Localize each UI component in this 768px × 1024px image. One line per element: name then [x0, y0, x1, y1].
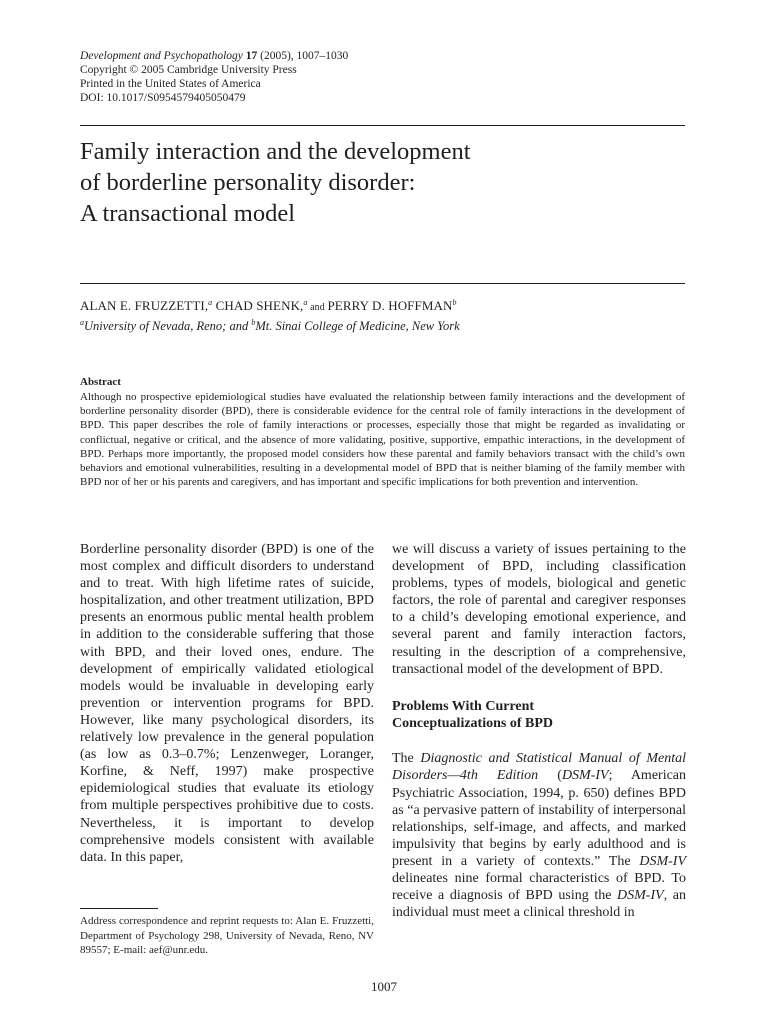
- footnote: Address correspondence and reprint requests to: Alan E. Fruzzetti, Department of Psychology 298, University of Nevada, Reno, NV 89557; E-mail: aef@unr.edu.: [80, 915, 374, 956]
- title-line-2: of borderline personality disorder:: [80, 169, 416, 196]
- affil-a: University of Nevada, Reno; and: [84, 319, 252, 333]
- intro-paragraph: Borderline personality disorder (BPD) is one of the most complex and difficult disorders to understand and to treat. With high lifetime rates of suicide, hospitalization, and other treatment utilization, BPD presents an enormous public mental health problem in addition to the considerable suffering that those with BPD, and their loved ones, endure. The development of empirically validated etiological models would be invaluable in developing early prevention or intervention programs for BPD. However, like many psychological disorders, its relatively low prevalence in the general population (as low as 0.3–0.7%; Lenzenweger, Loranger, Korfine, & Neff, 1997) make prospective epidemiological studies that evaluate its etiology from multiple perspectives prohibitive due to costs. Nevertheless, it is important to develop comprehensive models consistent with available data. In this paper,: [80, 542, 374, 865]
- article-title: [80, 136, 680, 229]
- dsm-title: Diagnostic and Statistical Manual of Mental Disorders—4th Edition: [392, 751, 687, 784]
- author-list: [80, 294, 457, 317]
- p2-text-e: , an individual must meet a clinical threshold in: [392, 888, 686, 921]
- p2-text-d: delineates nine formal characteristics of BPD. To receive a diagnosis of BPD using the: [392, 871, 686, 904]
- affil-sup-b: b: [251, 318, 256, 327]
- section-heading: [392, 698, 686, 733]
- affil-b: Mt. Sinai College of Medicine, New York: [255, 319, 460, 333]
- title-line-3: A transactional model: [80, 200, 295, 227]
- copyright-line: Copyright © 2005 Cambridge University Press: [80, 64, 297, 76]
- right-column: [392, 541, 686, 921]
- p2-text-a: The: [392, 751, 421, 767]
- author-1: ALAN E. FRUZZETTI,: [80, 298, 209, 313]
- footnote-rule: [80, 908, 158, 909]
- journal-name: Development and Psychopathology: [80, 50, 243, 62]
- section-heading-line-2: Conceptualizations of BPD: [392, 716, 553, 732]
- author-and: and: [307, 302, 328, 313]
- affiliations: [80, 315, 460, 334]
- journal-header: [80, 49, 348, 105]
- author-2: CHAD SHENK,: [212, 298, 304, 313]
- abstract-text: Although no prospective epidemiological studies have evaluated the relationship between family interactions and the development of borderline personality disorder (BPD), there is considerable evidence for the central role of family interactions in the development of BPD. This paper describes the role of family interactions or processes, especially those that might be regarded as invalidating or conflictual, negative or critical, and the absence of more validating, positive, supportive, empathic interactions, in the development of BPD. Perhaps more importantly, the proposed model considers how these parental and family behaviors transact with the child’s own behaviors and emotional vulnerabilities, resulting in a developmental model of BPD that is neither blaming of the family member with BPD nor of her or his parents and caregivers, and has important and specific implications for both prevention and intervention.: [80, 391, 685, 489]
- dsm-abbrev-2: DSM-IV: [639, 853, 686, 869]
- p2-text-c: ; American Psychiatric Association, 1994, p. 650) defines BPD as “a pervasive pattern of instability of interpersonal relationships, self-image, and affects, and marked impulsivity that begins by early adulthood and is present in a variety of contexts.” The: [392, 768, 687, 869]
- left-column: [80, 541, 374, 866]
- abstract-heading: Abstract: [80, 376, 121, 388]
- dsm-abbrev-3: DSM-IV: [617, 888, 664, 904]
- page-number: 1007: [371, 979, 397, 994]
- author-3: PERRY D. HOFFMAN: [327, 298, 453, 313]
- doi-line: DOI: 10.1017/S0954579405050479: [80, 92, 246, 104]
- dsm-abbrev: DSM-IV: [561, 768, 609, 784]
- journal-issue-pages: (2005), 1007–1030: [257, 50, 349, 62]
- printed-line: Printed in the United States of America: [80, 78, 261, 90]
- section-heading-line-1: Problems With Current: [392, 698, 535, 714]
- author-2-sup: a: [303, 298, 308, 307]
- author-1-sup: a: [208, 298, 213, 307]
- top-rule: [80, 125, 685, 126]
- author-3-sup: b: [452, 298, 457, 307]
- affil-sup-a: a: [80, 318, 84, 327]
- right-paragraph-1: we will discuss a variety of issues pertaining to the development of BPD, including classification problems, types of models, biological and genetic factors, the role of parental and caregiver responses to a child’s developing emotional experience, and several parent and family interaction factors, resulting in the description of a comprehensive, transactional model of the development of BPD.: [392, 542, 686, 677]
- title-line-1: Family interaction and the development: [80, 138, 471, 165]
- journal-citation: [80, 49, 348, 63]
- right-paragraph-2: [392, 750, 686, 921]
- title-rule: [80, 283, 685, 284]
- journal-volume: 17: [245, 50, 258, 62]
- p2-text-b: (: [538, 768, 562, 784]
